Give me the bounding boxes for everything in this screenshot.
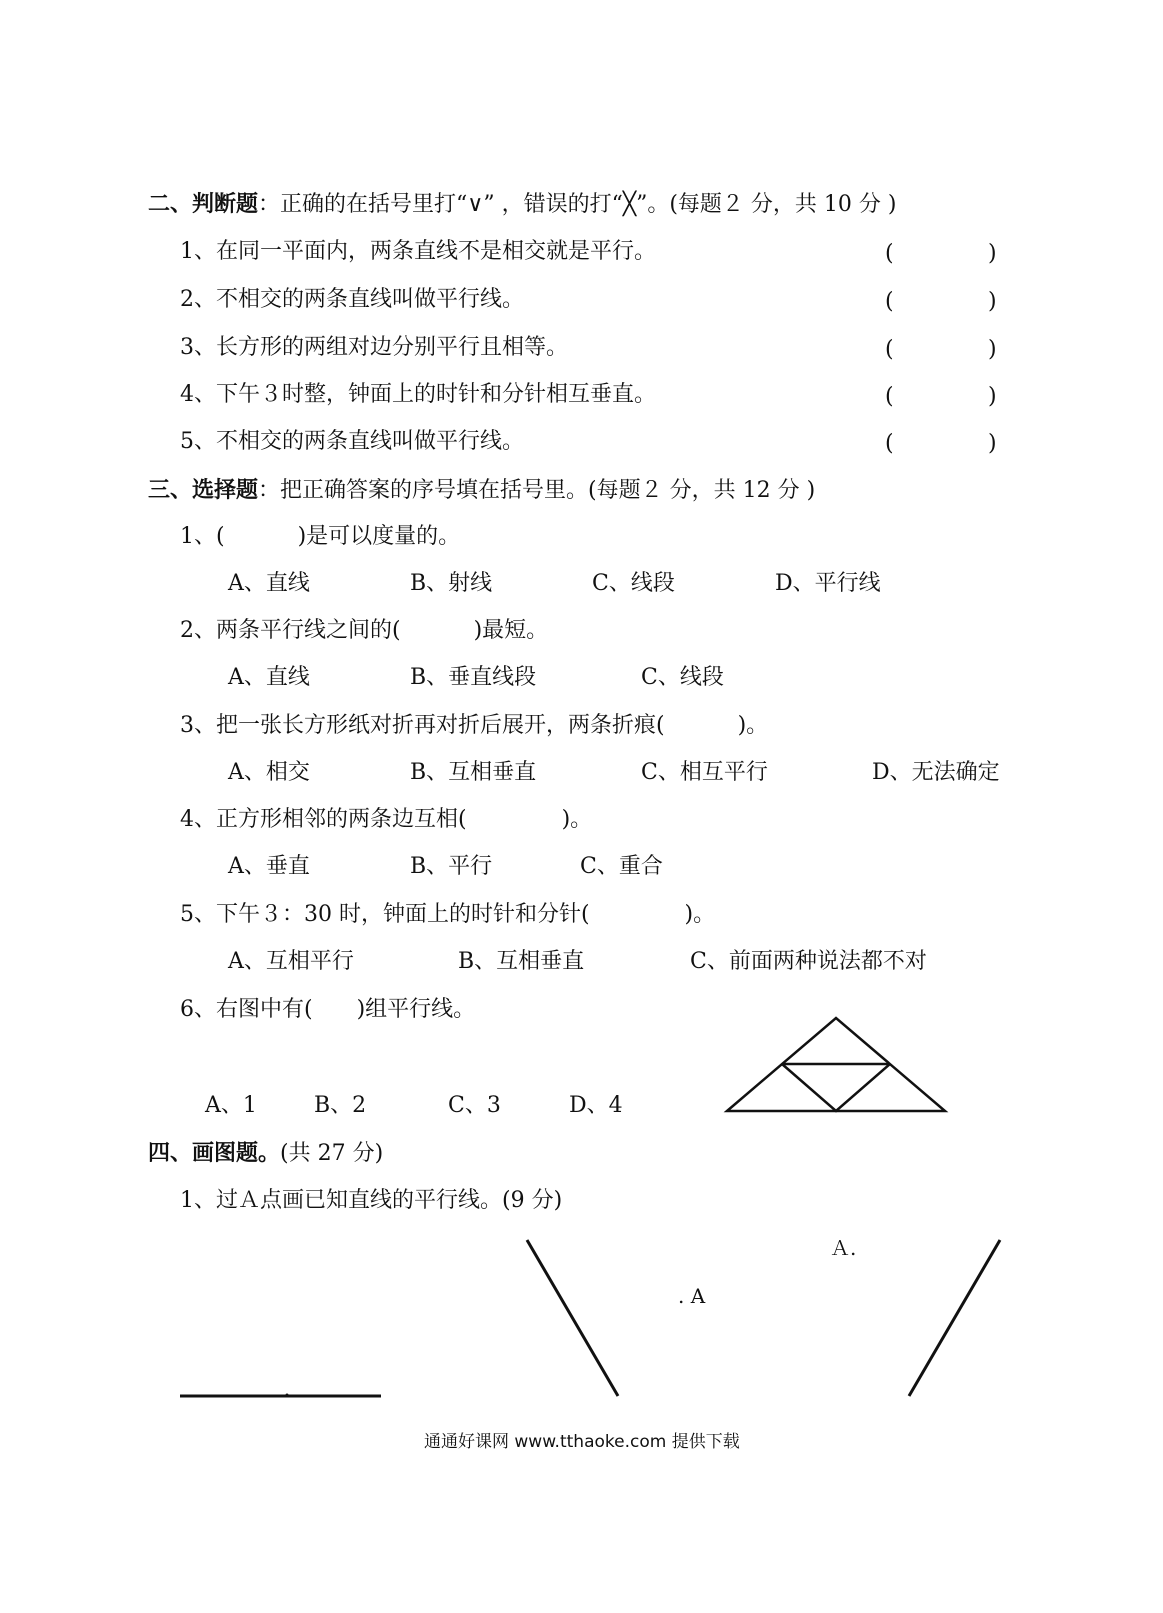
choice-q3-option-d[interactable]: D、无法确定 (872, 760, 1000, 785)
answer-blank-open[interactable]: ( (885, 241, 894, 266)
choice-q2-option-a[interactable]: A、直线 (228, 665, 310, 690)
choice-q2-option-c[interactable]: C、线段 (641, 665, 724, 690)
choice-q5-option-a[interactable]: A、互相平行 (228, 949, 354, 974)
choice-q1-stem: 1、( )是可以度量的。 (180, 524, 461, 549)
section3-heading: 三、选择题 (148, 477, 259, 503)
choice-q5-stem: 5、下午３：30 时，钟面上的时针和分针( )。 (180, 902, 716, 927)
section4-points: (共 27 分) (280, 1141, 384, 1166)
answer-blank-close: ) (988, 431, 997, 456)
choice-q2-stem: 2、两条平行线之间的( )最短。 (180, 618, 549, 643)
choice-q6-option-c[interactable]: C、3 (448, 1093, 501, 1118)
choice-q3-stem: 3、把一张长方形纸对折再对折后展开，两条折痕( )。 (180, 713, 769, 738)
answer-blank-open[interactable]: ( (885, 337, 894, 362)
answer-blank-open[interactable]: ( (885, 384, 894, 409)
choice-q3-option-b[interactable]: B、互相垂直 (410, 760, 537, 785)
judge-item-5: 5、不相交的两条直线叫做平行线。 (180, 429, 524, 454)
section2-heading: 二、判断题 (148, 191, 259, 217)
choice-q1-option-a[interactable]: A、直线 (228, 571, 310, 596)
inner-triangle (782, 1064, 890, 1111)
choice-q5-option-b[interactable]: B、互相垂直 (458, 949, 585, 974)
triangle-figure (727, 1018, 945, 1111)
answer-blank-close: ) (988, 337, 997, 362)
choice-q1-option-c[interactable]: C、线段 (592, 571, 675, 596)
judge-item-4: 4、下午３时整，钟面上的时针和分针相互垂直。 (180, 382, 656, 407)
given-line-right-slant (909, 1240, 1000, 1396)
footer-credit: 通通好课网 www.tthaoke.com 提供下载 (424, 1432, 740, 1452)
answer-blank-open[interactable]: ( (885, 289, 894, 314)
answer-blank-close: ) (988, 384, 997, 409)
section4-heading: 四、画图题。 (148, 1140, 281, 1166)
choice-q1-option-d[interactable]: D、平行线 (775, 571, 881, 596)
choice-q2-option-b[interactable]: B、垂直线段 (410, 665, 537, 690)
choice-q3-option-a[interactable]: A、相交 (228, 760, 310, 785)
choice-q1-option-b[interactable]: B、射线 (410, 571, 493, 596)
answer-blank-close: ) (988, 241, 997, 266)
choice-q4-option-a[interactable]: A、垂直 (228, 854, 310, 879)
drawing-q1-stem: 1、过Ａ点画已知直线的平行线。(9 分) (180, 1188, 563, 1213)
choice-q4-option-b[interactable]: B、平行 (410, 854, 493, 879)
choice-q6-option-a[interactable]: A、1 (205, 1093, 257, 1118)
choice-q6-option-b[interactable]: B、2 (314, 1093, 367, 1118)
given-line-left-slant (527, 1240, 618, 1396)
point-a-label-middle: . A (678, 1284, 706, 1308)
section3-instruction: ：把正确答案的序号填在括号里。(每题２ 分，共 12 分 ) (258, 478, 816, 503)
point-a-label-right: Ａ. (830, 1236, 857, 1260)
answer-blank-close: ) (988, 289, 997, 314)
judge-item-3: 3、长方形的两组对边分别平行且相等。 (180, 335, 568, 360)
section2-instruction: ：正确的在括号里打“∨” ，错误的打“╳”。(每题２ 分，共 10 分 ) (258, 192, 897, 217)
choice-q6-stem: 6、右图中有( )组平行线。 (180, 997, 476, 1022)
answer-blank-open[interactable]: ( (885, 431, 894, 456)
judge-item-2: 2、不相交的两条直线叫做平行线。 (180, 287, 524, 312)
choice-q4-stem: 4、正方形相邻的两条边互相( )。 (180, 807, 593, 832)
point-dot (286, 1394, 289, 1397)
choice-q5-option-c[interactable]: C、前面两种说法都不对 (690, 949, 927, 974)
choice-q4-option-c[interactable]: C、重合 (580, 854, 663, 879)
choice-q6-option-d[interactable]: D、4 (569, 1093, 623, 1118)
judge-item-1: 1、在同一平面内，两条直线不是相交就是平行。 (180, 239, 656, 264)
choice-q3-option-c[interactable]: C、相互平行 (641, 760, 768, 785)
